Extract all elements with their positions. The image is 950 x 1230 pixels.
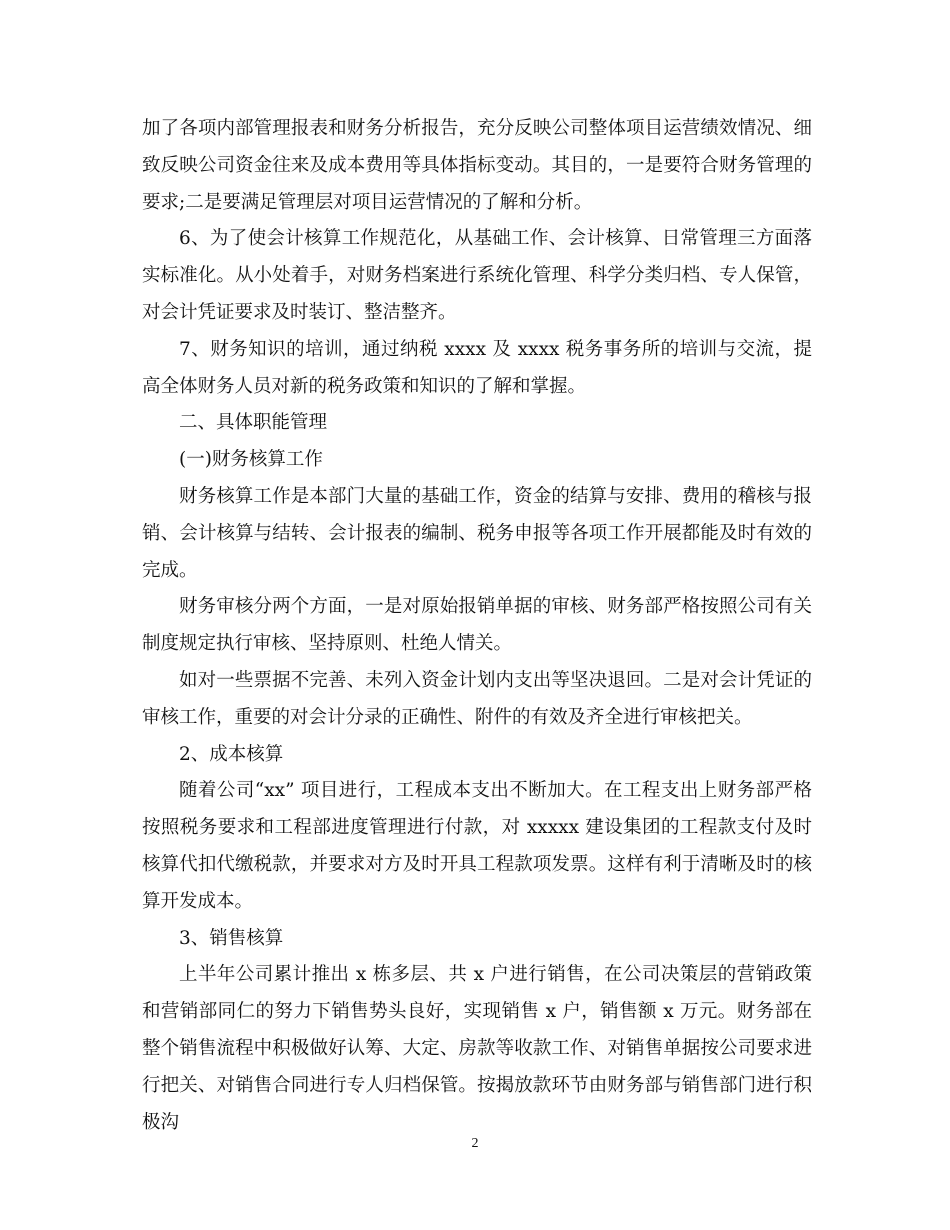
paragraph-12: 上半年公司累计推出 x 栋多层、共 x 户进行销售，在公司决策层的营销政策和营销部同仁的努力下销售势头良好，实现销售 x 户，销售额 x 万元。财务部在整个销售流程中积极做好认筹、大定、房款等收款工作、对销售单据按公司要求进行把关、对销售合同进行专人归档保管。按揭放款环节由财务部与销售部门进行积极沟 [142, 964, 812, 1133]
subheading-cost-accounting: 2、成本核算 [179, 743, 284, 765]
subsection-heading: (一)财务核算工作 [179, 449, 323, 471]
section-heading: 二、具体职能管理 [179, 412, 328, 434]
document-body [142, 111, 812, 1141]
paragraph-10: 随着公司“xx” 项目进行，工程成本支出不断加大。在工程支出上财务部严格按照税务要求和工程部进度管理进行付款，对 xxxxx 建设集团的工程款支付及时核算代扣代缴税款，并要求对方及时开具工程款项发票。这样有利于清晰及时的核算开发成本。 [142, 780, 812, 912]
paragraph-7: 财务审核分两个方面，一是对原始报销单据的审核、财务部严格按照公司有关制度规定执行审核、坚持原则、杜绝人情关。 [142, 596, 812, 655]
subheading-sales-accounting: 3、销售核算 [179, 927, 284, 949]
paragraph-8: 如对一些票据不完善、未列入资金计划内支出等坚决退回。二是对会计凭证的审核工作，重要的对会计分录的正确性、附件的有效及齐全进行审核把关。 [142, 669, 812, 728]
page-number: 2 [471, 1136, 479, 1151]
paragraph-3: 7、财务知识的培训，通过纳税 xxxx 及 xxxx 税务事务所的培训与交流，提高全体财务人员对新的税务政策和知识的了解和掌握。 [142, 338, 812, 397]
paragraph-6: 财务核算工作是本部门大量的基础工作，资金的结算与安排、费用的稽核与报销、会计核算与结转、会计报表的编制、税务申报等各项工作开展都能及时有效的完成。 [142, 485, 812, 581]
paragraph-1: 加了各项内部管理报表和财务分析报告，充分反映公司整体项目运营绩效情况、细致反映公司资金往来及成本费用等具体指标变动。其目的，一是要符合财务管理的要求;二是要满足管理层对项目运营情况的了解和分析。 [142, 118, 812, 213]
paragraph-2: 6、为了使会计核算工作规范化，从基础工作、会计核算、日常管理三方面落实标准化。从小处着手，对财务档案进行系统化管理、科学分类归档、专人保管，对会计凭证要求及时装订、整洁整齐。 [142, 228, 812, 323]
